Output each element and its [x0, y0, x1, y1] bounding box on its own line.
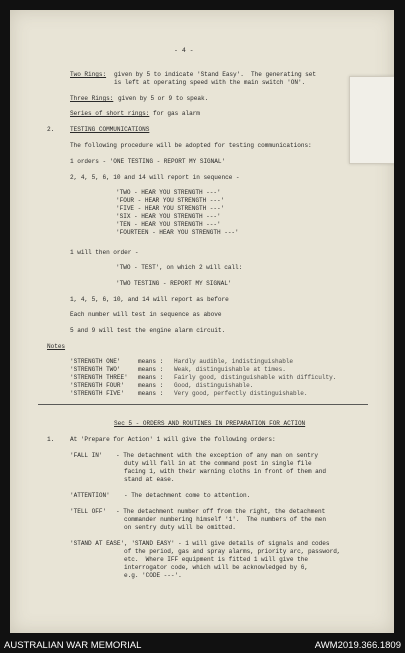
- order-line: - The detachment number off from the right, the detachment: [116, 508, 326, 515]
- note-desc: Weak, distinguishable at times.: [174, 366, 286, 373]
- order-line: - The detachment with the exception of any man on sentry: [116, 452, 318, 459]
- note-term: 'STRENGTH ONE': [70, 358, 121, 365]
- notes-heading: Notes: [47, 343, 66, 350]
- order-line: facing 1, with their warning cloths in front of them and: [124, 468, 326, 475]
- section2-line4: Each number will test in sequence as above: [70, 311, 222, 318]
- note-sep: means :: [138, 374, 164, 381]
- two-rings-heading: Two Rings:: [70, 71, 107, 78]
- then-order-sub: 'TWO - TEST', on which 2 will call:: [116, 264, 243, 271]
- note-desc: Hardly audible, indistinguishable: [174, 358, 294, 365]
- report-line: 'FOURTEEN - HEAR YOU STRENGTH ---': [116, 229, 239, 236]
- order-line: on sentry duty will be omitted.: [124, 524, 236, 531]
- report-line: 'FOUR - HEAR YOU STRENGTH ---': [116, 197, 225, 204]
- report-line: 'TWO - HEAR YOU STRENGTH ---': [116, 189, 221, 196]
- three-rings-text: given by 5 or 9 to speak.: [118, 95, 209, 102]
- two-rings-line2: is left at operating speed with the main switch 'ON'.: [114, 79, 306, 86]
- footer-institution: AUSTRALIAN WAR MEMORIAL: [4, 640, 142, 651]
- report-line: 'SIX - HEAR YOU STRENGTH ---': [116, 213, 221, 220]
- order-term: 'ATTENTION': [70, 492, 110, 499]
- section-divider: [38, 404, 368, 405]
- note-term: 'STRENGTH FIVE': [70, 390, 125, 397]
- note-term: 'STRENGTH THREE': [70, 374, 128, 381]
- sec5-item-number: 1.: [47, 436, 55, 443]
- note-term: 'STRENGTH TWO': [70, 366, 121, 373]
- section2-heading: TESTING COMMUNICATIONS: [70, 126, 150, 133]
- note-term: 'STRENGTH FOUR': [70, 382, 125, 389]
- order-line: - The detachment come to attention.: [124, 492, 251, 499]
- paper-tab-flag: [349, 76, 394, 164]
- three-rings-heading: Three Rings:: [70, 95, 114, 102]
- sec5-heading: Sec 5 - ORDERS AND ROUTINES IN PREPARATION FOR ACTION: [114, 420, 306, 427]
- two-rings-line1: given by 5 to indicate 'Stand Easy'. The generating set: [114, 71, 316, 78]
- two-testing: 'TWO TESTING - REPORT MY SIGNAL': [116, 280, 232, 287]
- note-desc: Fairly good, distinguishable with difficulty.: [174, 374, 337, 381]
- archive-footer: [0, 638, 405, 653]
- order-line: of the period, gas and spray alarms, priority arc, password,: [124, 548, 341, 555]
- note-sep: means :: [138, 366, 164, 373]
- section2-line3: 1, 4, 5, 6, 10, and 14 will report as before: [70, 296, 229, 303]
- order-term: 'STAND AT EASE', 'STAND EASY': [70, 540, 175, 547]
- note-sep: means :: [138, 390, 164, 397]
- section2-number: 2.: [47, 126, 55, 133]
- order-line: interrogator code, which will be acknowledged by 6,: [124, 564, 308, 571]
- document-page: [10, 10, 394, 633]
- short-rings-text: for gas alarm: [153, 110, 200, 117]
- report-line: 'TEN - HEAR YOU STRENGTH ---': [116, 221, 221, 228]
- note-sep: means :: [138, 382, 164, 389]
- footer-accession-number: AWM2019.366.1809: [314, 640, 401, 651]
- note-desc: Good, distinguishable.: [174, 382, 254, 389]
- note-desc: Very good, perfectly distinguishable.: [174, 390, 308, 397]
- order-line: e.g. 'CODE ---'.: [124, 572, 182, 579]
- order-line: - 1 will give details of signals and codes: [178, 540, 330, 547]
- order-line: etc. Where IFF equipment is fitted 1 will give the: [124, 556, 308, 563]
- report-line: 'FIVE - HEAR YOU STRENGTH ---': [116, 205, 225, 212]
- section2-line5: 5 and 9 will test the engine alarm circuit.: [70, 327, 226, 334]
- section2-intro: The following procedure will be adopted for testing communications:: [70, 142, 312, 149]
- order-line: commander numbering himself '1'. The numbers of the men: [124, 516, 326, 523]
- then-order: 1 will then order -: [70, 249, 139, 256]
- order-line: stand at ease.: [124, 476, 175, 483]
- sec5-item-intro: At 'Prepare for Action' 1 will give the following orders:: [70, 436, 276, 443]
- section2-line2: 2, 4, 5, 6, 10 and 14 will report in sequence -: [70, 174, 240, 181]
- page-number: - 4 -: [174, 47, 194, 54]
- note-sep: means :: [138, 358, 164, 365]
- short-rings-heading: Series of short rings:: [70, 110, 150, 117]
- section2-line1: 1 orders - 'ONE TESTING - REPORT MY SIGNAL': [70, 158, 226, 165]
- order-term: 'FALL IN': [70, 452, 103, 459]
- order-line: duty will fall in at the command post in single file: [124, 460, 312, 467]
- order-term: 'TELL OFF': [70, 508, 107, 515]
